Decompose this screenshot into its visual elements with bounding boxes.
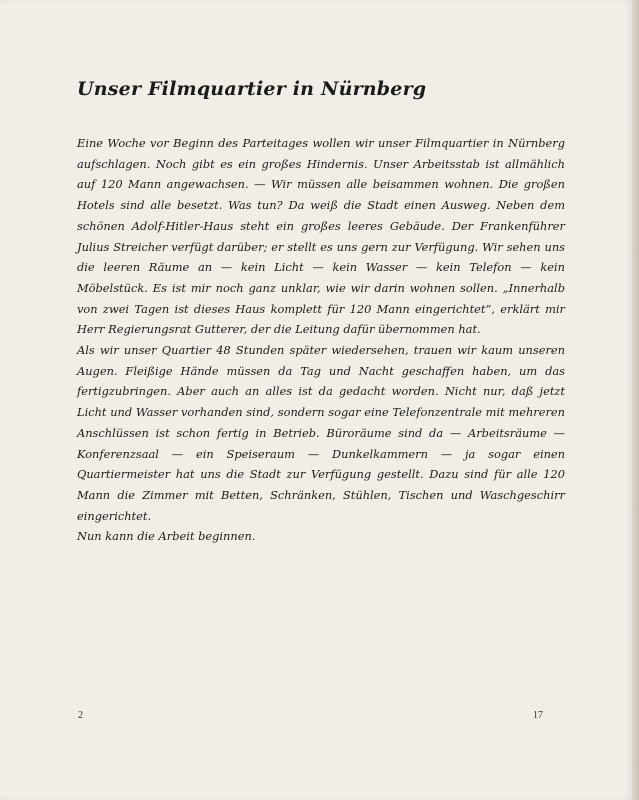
folio-left: 2 (78, 710, 83, 721)
paragraph-2: Als wir unser Quartier 48 Stunden später wiedersehen, trauen wir kaum unseren Augen. Fleißige Hände müssen da Tag und Nacht geschaffen haben, um das fertigzubringen. Aber auch an alles ist da gedacht worden. Nicht nur, daß jetzt Licht und Wasser vorhanden sind, sondern sogar eine Telefonzentrale mit mehreren Anschlüssen ist schon fertig in Betrieb. Büroräume sind da — Arbeitsräume — Konferenzsaal — ein Speiseraum — Dunkelkammern — ja sogar einen Quartiermeister hat uns die Stadt zur Verfügung gestellt. Dazu sind für alle 120 Mann die Zimmer mit Betten, Schränken, Stühlen, Tischen und Waschgeschirr eingerichtet. (77, 343, 565, 523)
paragraph-3: Nun kann die Arbeit beginnen. (77, 529, 256, 544)
body-text (77, 133, 565, 547)
paragraph-1: Eine Woche vor Beginn des Parteitages wollen wir unser Filmquartier in Nürnberg aufschlagen. Noch gibt es ein großes Hindernis. Unser Arbeitsstab ist allmählich auf 120 Mann angewachsen. — Wir müssen alle beisammen wohnen. Die großen Hotels sind alle besetzt. Was tun? Da weiß die Stadt einen Ausweg. Neben dem schönen Adolf-Hitler-Haus steht ein großes leeres Gebäude. Der Frankenführer Julius Streicher verfügt darüber; er stellt es uns gern zur Verfügung. Wir sehen uns die leeren Räume an — kein Licht — kein Wasser — kein Telefon — kein Möbelstück. Es ist mir noch ganz unklar, wie wir darin wohnen sollen. „Innerhalb von zwei Tagen ist dieses Haus komplett für 120 Mann eingerichtet“, erklärt mir Herr Regierungsrat Gutterer, der die Leitung dafür übernommen hat. (77, 136, 565, 337)
page-number: 17 (533, 710, 543, 721)
page-edge (632, 0, 639, 800)
page-title: Unser Filmquartier in Nürnberg (77, 78, 427, 100)
